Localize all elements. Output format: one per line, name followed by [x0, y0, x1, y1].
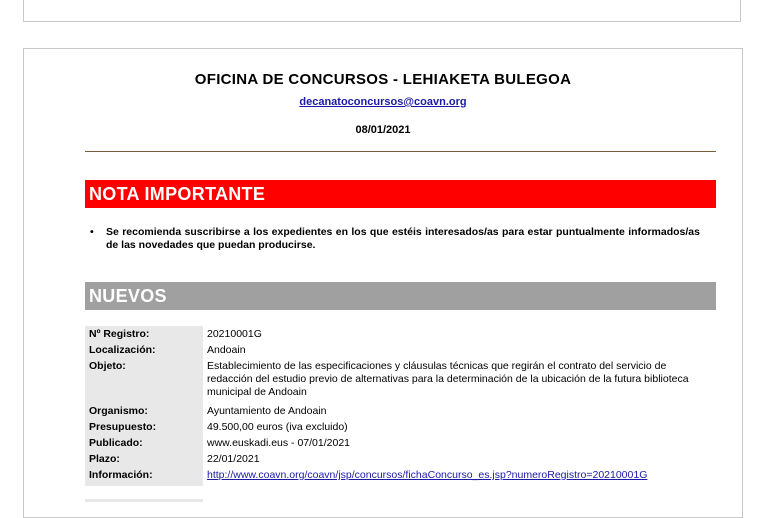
informacion-link[interactable]: http://www.coavn.org/coavn/jsp/concursos/fichaConcurso_es.jsp?numeroRegistro=20210001G	[207, 469, 648, 481]
registro-label: Nº Registro:	[89, 328, 150, 340]
nota-bullet	[90, 226, 700, 252]
nota-importante-header	[85, 180, 716, 208]
organismo-value: Ayuntamiento de Andoain	[207, 405, 327, 417]
publicado-value: www.euskadi.eus - 07/01/2021	[207, 437, 351, 449]
nuevos-heading: NUEVOS	[89, 286, 167, 306]
informacion-value	[207, 469, 692, 482]
bullet-dot: •	[90, 226, 94, 238]
plazo-value: 22/01/2021	[207, 453, 260, 465]
organismo-label: Organismo:	[89, 405, 148, 417]
objeto-value: Establecimiento de las especificaciones y cláusulas técnicas que regirán el contrato del servicio de redacción del estudio previo de alternativas para la determinación de la ubicación de la futura biblioteca municipal de Andoain	[207, 360, 689, 398]
email-link[interactable]: decanatoconcursos@coavn.org	[299, 96, 467, 108]
objeto-label: Objeto:	[89, 360, 126, 372]
document-card	[23, 48, 743, 518]
next-entry-stub	[85, 499, 203, 502]
localizacion-value: Andoain	[207, 344, 246, 356]
plazo-label: Plazo:	[89, 453, 120, 465]
publicado-label: Publicado:	[89, 437, 143, 449]
previous-card	[23, 0, 741, 22]
nota-text: Se recomienda suscribirse a los expedientes en los que estéis interesados/as para estar puntualmente informados/as de las novedades que puedan producirse.	[106, 226, 700, 251]
divider	[85, 151, 716, 152]
presupuesto-value: 49.500,00 euros (iva excluido)	[207, 421, 348, 433]
presupuesto-label: Presupuesto:	[89, 421, 157, 433]
registro-value: 20210001G	[207, 328, 262, 340]
informacion-label: Información:	[89, 469, 153, 481]
nuevos-header	[85, 282, 716, 310]
localizacion-label: Localización:	[89, 344, 156, 356]
page-title: OFICINA DE CONCURSOS - LEHIAKETA BULEGOA	[194, 71, 572, 88]
nota-heading: NOTA IMPORTANTE	[89, 184, 266, 204]
document-date: 08/01/2021	[355, 124, 411, 136]
contact-email	[24, 96, 742, 108]
